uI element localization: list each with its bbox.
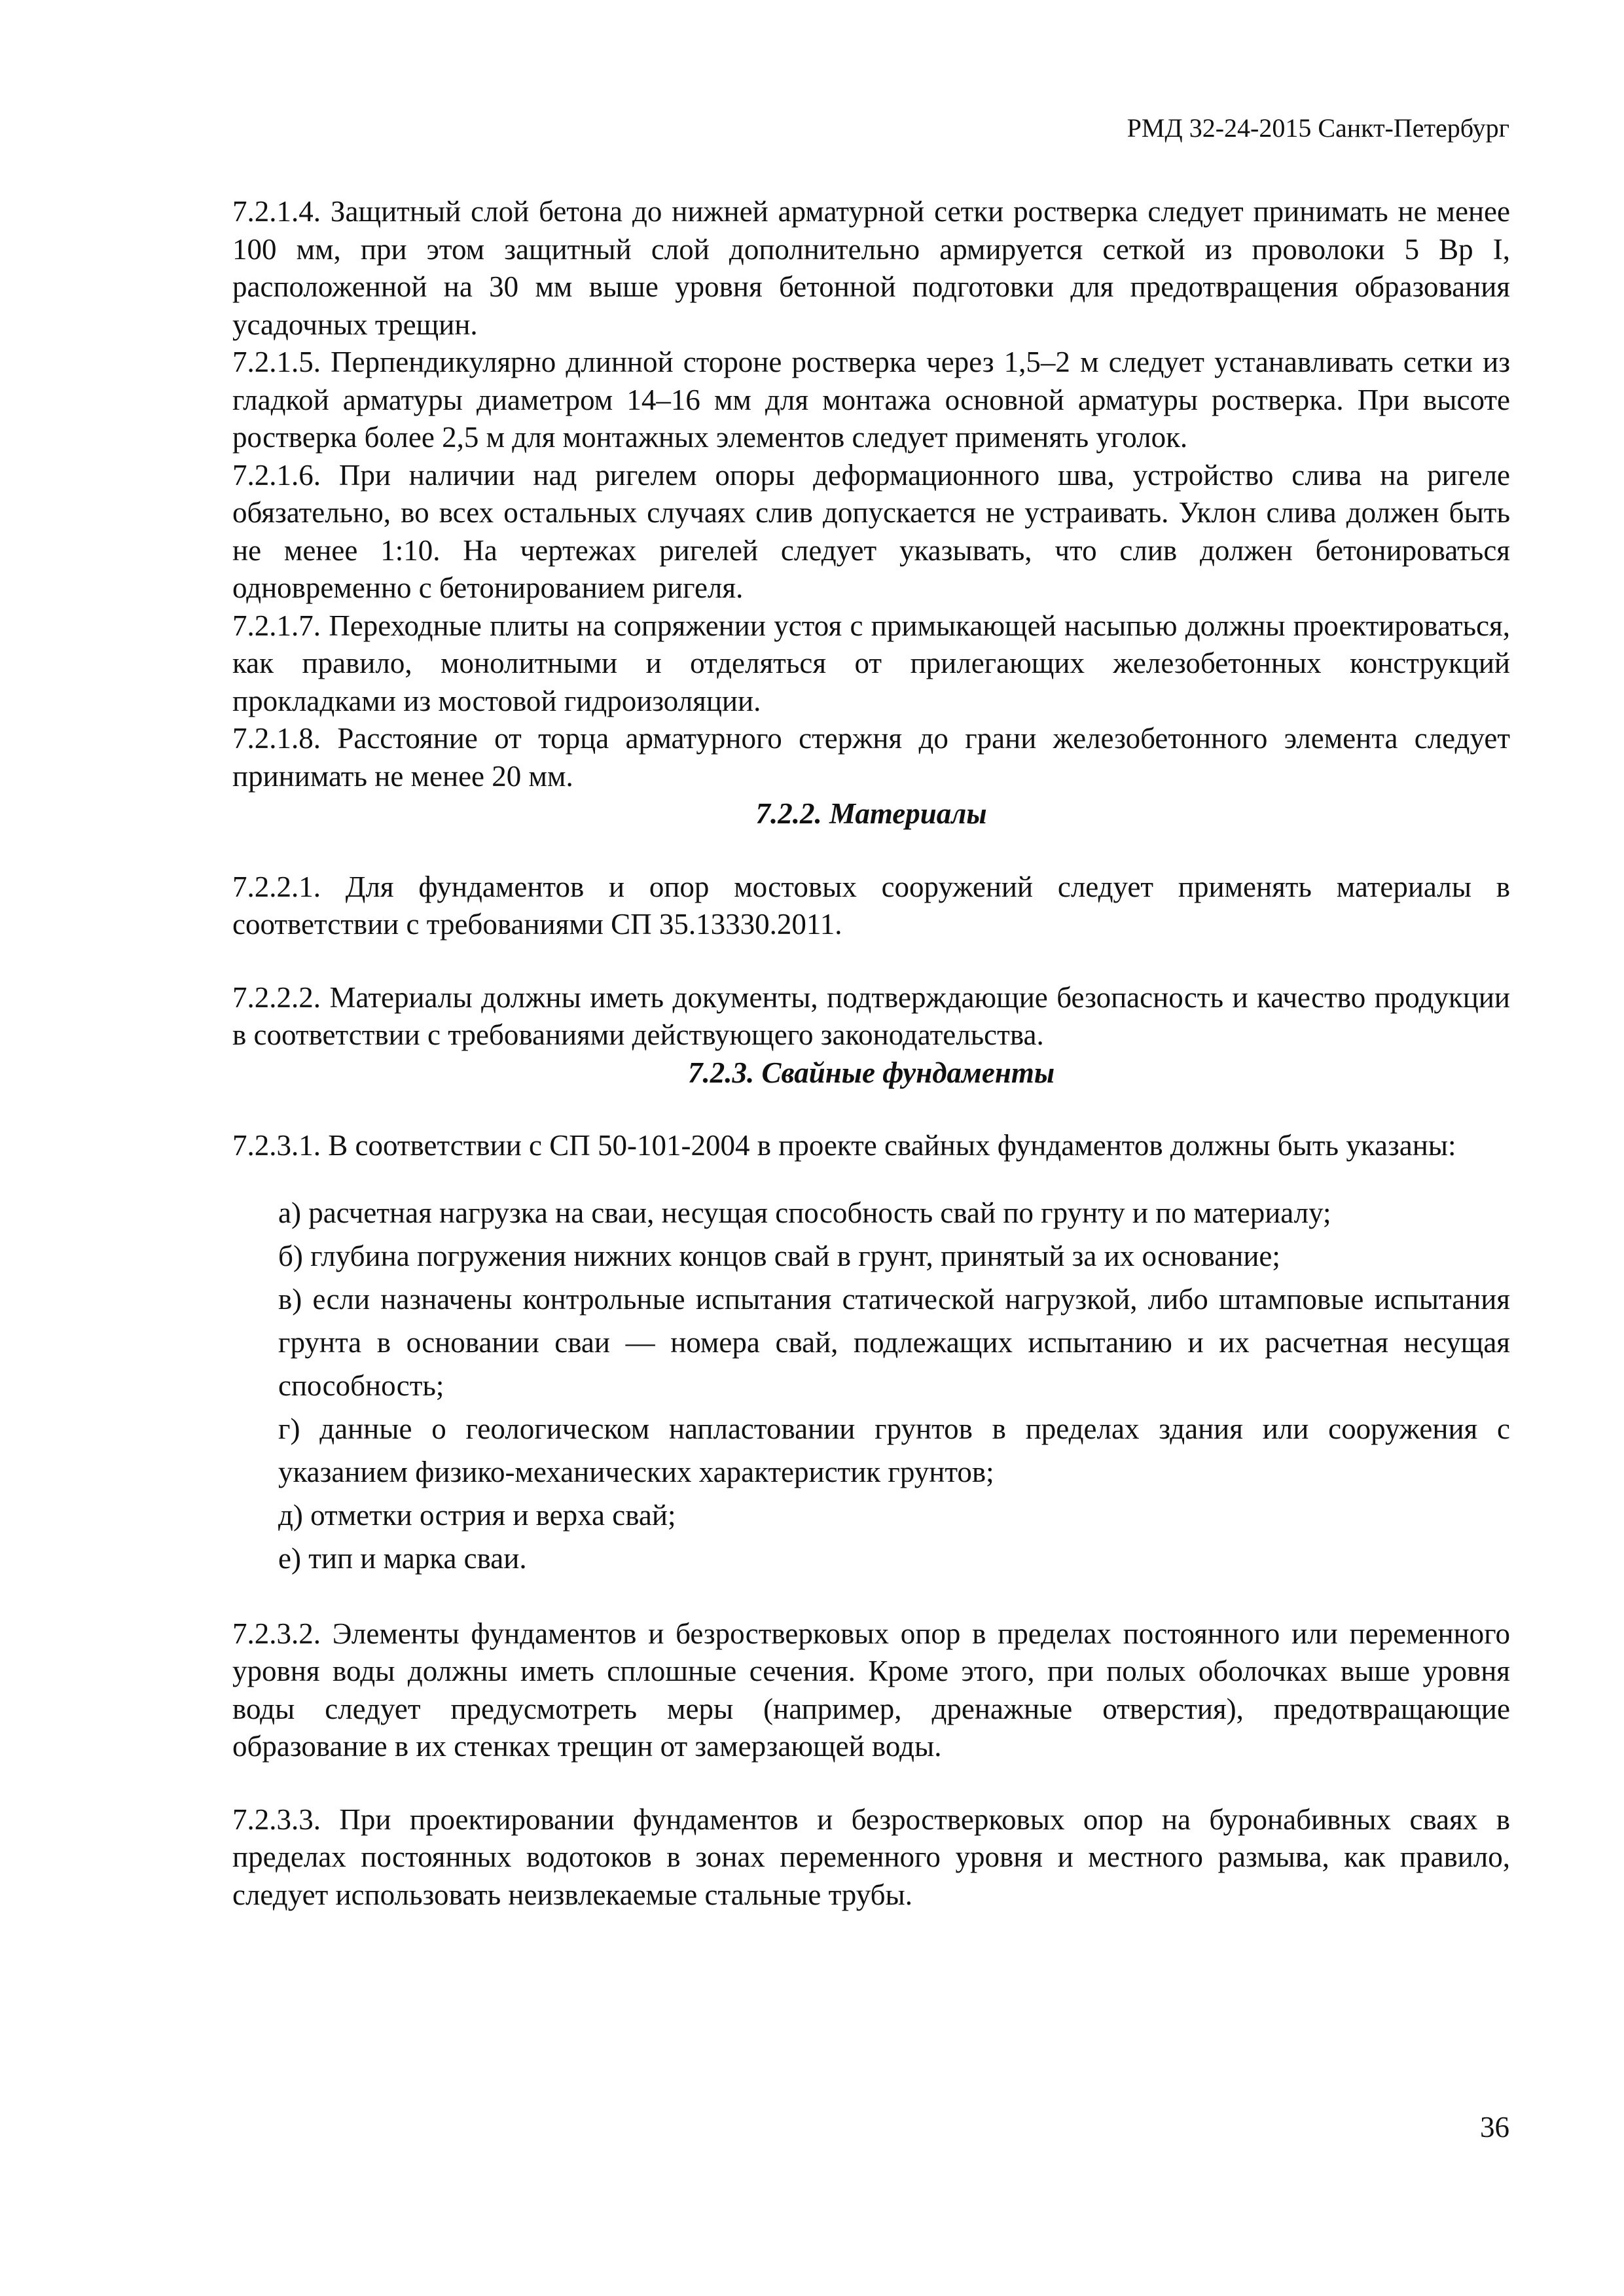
list-item-d: д) отметки острия и верха свай; <box>278 1498 676 1532</box>
list-item-g: г) данные о геологическом напластовании грунтов в пределах здания или сооружения с указанием физико-механических характеристик грунтов; <box>278 1412 1510 1488</box>
clause-7-2-3-3: 7.2.3.3. При проектировании фундаментов и безростверковых опор на буронабивных сваях в пределах постоянных водотоков в зонах переменного уровня и местного размыва, как правило, следует использовать неизвлекаемые стальные трубы. <box>232 1803 1510 1911</box>
clause-7-2-1-7: 7.2.1.7. Переходные плиты на сопряжении устоя с примыкающей насыпью должны проектироваться, как правило, монолитными и отделяться от прилегающих железобетонных конструкций прокладками из мостовой гидроизоляции. <box>232 609 1510 717</box>
list-item-v: в) если назначены контрольные испытания статической нагрузкой, либо штамповые испытания грунта в основании сваи — номера свай, подлежащих испытанию и их расчетная несущая способность; <box>278 1282 1510 1402</box>
clause-7-2-2-1: 7.2.2.1. Для фундаментов и опор мостовых сооружений следует применять материалы в соответствии с требованиями СП 35.13330.2011. <box>232 870 1510 941</box>
list-item-e: е) тип и марка сваи. <box>278 1541 527 1575</box>
clause-7-2-1-6: 7.2.1.6. При наличии над ригелем опоры деформационного шва, устройство слива на ригеле обязательно, во всех остальных случаях слив допускается не устраивать. Уклон слива должен быть не менее 1:10. На чертежах ригелей следует указывать, что слив должен бетонироваться одновременно с бетонированием ригеля. <box>232 458 1510 604</box>
clause-7-2-3-1: 7.2.3.1. В соответствии с СП 50-101-2004 в проекте свайных фундаментов должны быть указаны: <box>232 1129 1456 1162</box>
running-header: РМД 32-24-2015 Санкт-Петербург <box>1127 113 1509 143</box>
list-item-b: б) глубина погружения нижних концов свай в грунт, принятый за их основание; <box>278 1239 1280 1272</box>
list-item-a: а) расчетная нагрузка на сваи, несущая способность свай по грунту и по материалу; <box>278 1196 1331 1229</box>
clause-7-2-2-2: 7.2.2.2. Материалы должны иметь документы, подтверждающие безопасность и качество продукции в соответствии с требованиями действующего законодательства. <box>232 980 1510 1051</box>
clause-7-2-3-2: 7.2.3.2. Элементы фундаментов и безростверковых опор в пределах постоянного или переменного уровня воды должны иметь сплошные сечения. Кроме этого, при полых оболочках выше уровня воды следует предусмотреть меры (например, дренажные отверстия), предотвращающие образование в их стенках трещин от замерзающей воды. <box>232 1617 1510 1763</box>
clause-7-2-1-4: 7.2.1.4. Защитный слой бетона до нижней арматурной сетки ростверка следует принимать не менее 100 мм, при этом защитный слой дополнительно армируется сеткой из проволоки 5 Вр I, расположенной на 30 мм выше уровня бетонной подготовки для предотвращения образования усадочных трещин. <box>232 195 1510 341</box>
project-requirements-list <box>232 1191 1510 1580</box>
page-number: 36 <box>1480 2111 1509 2144</box>
clause-7-2-1-5: 7.2.1.5. Перпендикулярно длинной стороне ростверка через 1,5–2 м следует устанавливать сетки из гладкой арматуры диаметром 14–16 мм для монтажа основной арматуры ростверка. При высоте ростверка более 2,5 м для монтажных элементов следует применять уголок. <box>232 346 1510 454</box>
page-body <box>232 193 1510 1914</box>
clause-7-2-1-8: 7.2.1.8. Расстояние от торца арматурного стержня до грани железобетонного элемента следует принимать не менее 20 мм. <box>232 722 1510 793</box>
section-title-materials: 7.2.2. Материалы <box>755 797 987 830</box>
section-title-pile-foundations: 7.2.3. Свайные фундаменты <box>687 1056 1055 1089</box>
